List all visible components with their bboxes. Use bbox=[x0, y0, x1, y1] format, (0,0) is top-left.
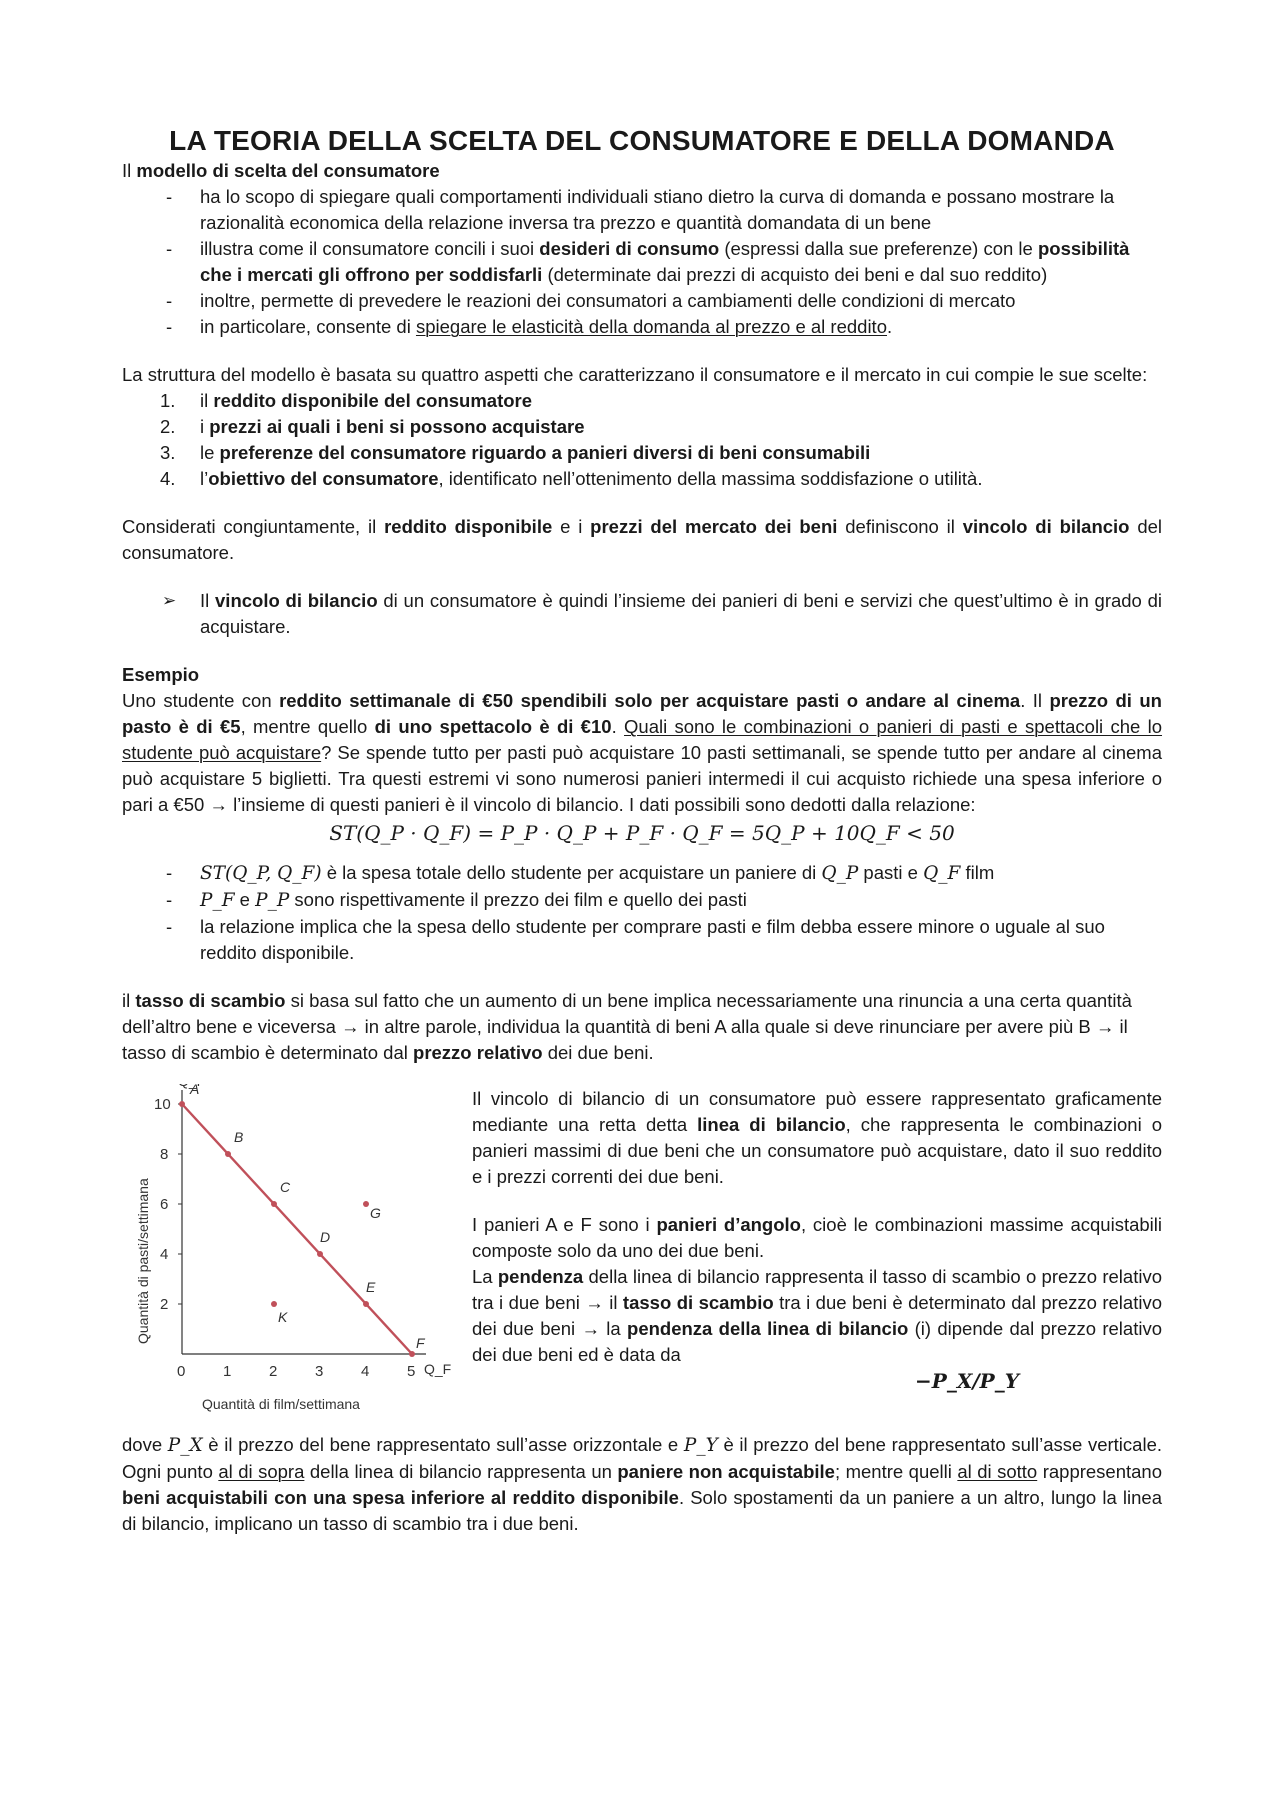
text: (determinate dai prezzi di acquisto dei beni e dal suo reddito) bbox=[542, 264, 1048, 285]
item-number: 4. bbox=[160, 468, 176, 489]
text: le bbox=[200, 442, 220, 463]
text: illustra come il consumatore concili i suoi bbox=[200, 238, 540, 259]
text: inoltre, permette di prevedere le reazioni dei consumatori a cambiamenti delle condizioni di mercato bbox=[200, 290, 1016, 311]
list-item bbox=[122, 236, 1162, 288]
text: (i) dipende dal prezzo relativo dei due beni ed è data da bbox=[472, 1318, 1162, 1365]
list-item bbox=[122, 887, 1162, 914]
math-symbol: ST(Q_P, Q_F) bbox=[200, 863, 322, 884]
bold-term: obiettivo del consumatore bbox=[208, 468, 439, 489]
bullet-list bbox=[122, 860, 1162, 966]
text: è il prezzo del bene rappresentato sull’asse orizzontale e bbox=[202, 1434, 684, 1455]
text: dei due beni. bbox=[542, 1042, 654, 1063]
text: Considerati congiuntamente, il bbox=[122, 516, 385, 537]
bold-term: panieri d’angolo bbox=[656, 1214, 801, 1235]
list-item bbox=[122, 314, 1162, 340]
math-symbol: P_F bbox=[200, 890, 235, 911]
text: sono rispettivamente il prezzo dei film e quello dei pasti bbox=[289, 889, 747, 910]
bold-term: tasso di scambio bbox=[135, 990, 286, 1011]
y-tick-label: 10 bbox=[154, 1096, 171, 1113]
document-page bbox=[122, 124, 1162, 1537]
arrow-bullet-icon: ➢ bbox=[162, 591, 177, 610]
list-item bbox=[122, 914, 1162, 966]
point-label: F bbox=[416, 1335, 425, 1351]
list-item bbox=[122, 860, 1162, 887]
chart-point-d bbox=[317, 1251, 323, 1257]
text: La bbox=[472, 1266, 498, 1287]
chart-and-text-row bbox=[122, 1084, 1162, 1424]
text: si basa sul fatto che un aumento di un bene implica necessariamente una rinuncia a una certa quantità dell’altro bene e viceversa → in altre parole, individua la quantità di beni A alla quale si deve rinunciare per avere più B → il tasso di scambio è determinato dal bbox=[122, 990, 1132, 1063]
text: e i bbox=[552, 516, 591, 537]
text: . Solo spostamenti da un paniere a un altro, lungo la linea di bilancio, implicano un tasso di scambio tra i due beni. bbox=[122, 1487, 1162, 1534]
text: definiscono il bbox=[837, 516, 963, 537]
x-axis-symbol: Q_F bbox=[424, 1361, 452, 1377]
example-paragraph bbox=[122, 688, 1162, 818]
underlined-text: al di sotto bbox=[957, 1461, 1038, 1482]
list-item bbox=[122, 288, 1162, 314]
text: i bbox=[200, 416, 210, 437]
bold-term: preferenze del consumatore riguardo a panieri diversi di beni consumabili bbox=[219, 442, 871, 463]
text: . Il bbox=[1020, 690, 1050, 711]
text: , identificato nell’ottenimento della massima soddisfazione o utilità. bbox=[438, 468, 983, 489]
list-item bbox=[122, 466, 1162, 492]
y-tick-label: 6 bbox=[160, 1196, 169, 1213]
page-title: LA TEORIA DELLA SCELTA DEL CONSUMATORE E DELLA DOMANDA bbox=[169, 125, 1115, 156]
text: l’ bbox=[200, 468, 209, 489]
chart-explanation bbox=[472, 1084, 1162, 1424]
y-tick-label: 2 bbox=[160, 1296, 169, 1313]
bold-term: paniere non acquistabile bbox=[617, 1461, 835, 1482]
x-axis-label: Quantità di film/settimana bbox=[202, 1396, 360, 1412]
chart-point-k bbox=[271, 1301, 277, 1307]
x-tick-label: 2 bbox=[269, 1363, 278, 1380]
bold-term: prezzi del mercato dei beni bbox=[590, 516, 838, 537]
underlined-text: Quali sono le combinazioni o panieri di pasti e spettacoli che lo studente può acquistare bbox=[122, 716, 1163, 763]
point-label: G bbox=[370, 1205, 381, 1221]
point-label: C bbox=[280, 1179, 291, 1195]
slope-formula: −P_X/P_Y bbox=[915, 1369, 1019, 1393]
text: ha lo scopo di spiegare quali comportamenti individuali stiano dietro la curva di domanda e possano mostrare la razionalità economica della relazione inversa tra prezzo e quantità domandata di un bene bbox=[200, 186, 1115, 233]
text: di un consumatore è quindi l’insieme dei panieri di beni e servizi che quest’ultimo è in grado di acquistare. bbox=[200, 590, 1162, 637]
chart-point-g bbox=[363, 1201, 369, 1207]
chart-point-a bbox=[179, 1101, 185, 1107]
bold-term: pendenza bbox=[497, 1266, 584, 1287]
list-item bbox=[122, 440, 1162, 466]
bold-term: prezzo relativo bbox=[413, 1042, 543, 1063]
budget-line-chart bbox=[122, 1084, 472, 1424]
y-tick-label: 4 bbox=[160, 1246, 169, 1263]
chart-point-b bbox=[225, 1151, 231, 1157]
bold-term: beni acquistabili con una spesa inferiore al reddito disponibile bbox=[122, 1487, 679, 1508]
text: ; mentre quelli bbox=[834, 1461, 958, 1482]
text: . bbox=[611, 716, 625, 737]
paragraph bbox=[122, 362, 1162, 388]
text: del consumatore. bbox=[122, 516, 1163, 563]
bold-term: possibilità che i mercati gli offrono per soddisfarli bbox=[200, 238, 1130, 285]
list-item bbox=[122, 388, 1162, 414]
numbered-list bbox=[122, 388, 1162, 492]
paragraph bbox=[472, 1212, 1162, 1264]
bold-term: vincolo di bilancio bbox=[962, 516, 1130, 537]
text: in particolare, consente di bbox=[200, 316, 416, 337]
section-intro bbox=[122, 158, 1162, 184]
item-number: 3. bbox=[160, 442, 176, 463]
bold-term: pendenza della linea di bilancio bbox=[627, 1318, 909, 1339]
item-number: 2. bbox=[160, 416, 176, 437]
point-label: B bbox=[234, 1129, 244, 1145]
text: Il vincolo di bilancio di un consumatore può essere rappresentato graficamente mediante una retta detta bbox=[472, 1088, 1162, 1135]
text: I panieri A e F sono i bbox=[472, 1214, 657, 1235]
text: è la spesa totale dello studente per acquistare un paniere di bbox=[321, 862, 822, 883]
math-symbol: P_Y bbox=[683, 1435, 718, 1456]
chart-svg bbox=[122, 1084, 472, 1424]
bold-term: prezzi ai quali i beni si possono acquistare bbox=[209, 416, 585, 437]
text: Il bbox=[200, 590, 216, 611]
y-axis-label: Quantità di pasti/settimana bbox=[135, 1178, 151, 1344]
math-symbol: Q_F bbox=[923, 863, 961, 884]
chart-point-e bbox=[363, 1301, 369, 1307]
bold-term: modello di scelta del consumatore bbox=[136, 160, 440, 181]
paragraph bbox=[122, 1432, 1162, 1537]
x-tick-label: 1 bbox=[223, 1363, 232, 1380]
bold-term: prezzo di un pasto è di €5 bbox=[122, 690, 1162, 737]
bold-term: reddito settimanale di €50 spendibili solo per acquistare pasti o andare al cinema bbox=[279, 690, 1021, 711]
chart-point-c bbox=[271, 1201, 277, 1207]
text: (espressi dalla sue preferenze) con le bbox=[719, 238, 1038, 259]
math-symbol: P_P bbox=[255, 890, 290, 911]
text: pasti e bbox=[858, 862, 924, 883]
text: il bbox=[200, 390, 214, 411]
list-item bbox=[122, 414, 1162, 440]
y-tick-label: 8 bbox=[160, 1146, 169, 1163]
text: della linea di bilancio rappresenta il tasso di scambio o prezzo relativo tra i due beni → il bbox=[472, 1266, 1162, 1313]
paragraph bbox=[472, 1086, 1162, 1190]
text: tra i due beni è determinato dal prezzo relativo dei due beni → la bbox=[472, 1292, 1162, 1339]
text: , che rappresenta le combinazioni o panieri massimi di due beni che un consumatore può acquistare, dato il suo reddito e i prezzi correnti dei due beni. bbox=[472, 1114, 1162, 1187]
paragraph bbox=[122, 514, 1162, 566]
text: ? Se spende tutto per pasti può acquistare 10 pasti settimanali, se spende tutto per andare al cinema può acquistare 5 biglietti. Tra questi estremi vi sono numerosi panieri intermedi il cui acquisto richiede una spesa inferiore o pari a €50 → l’insieme di questi panieri è il vincolo di bilancio. I dati possibili sono dedotti dalla relazione: bbox=[122, 742, 1162, 815]
item-number: 1. bbox=[160, 390, 176, 411]
bold-term: tasso di scambio bbox=[622, 1292, 774, 1313]
text: Uno studente con bbox=[122, 690, 280, 711]
math-symbol: P_X bbox=[167, 1435, 203, 1456]
math-symbol: Q_P bbox=[821, 863, 859, 884]
chart-point-f bbox=[409, 1351, 415, 1357]
text: il bbox=[122, 990, 136, 1011]
example-heading bbox=[122, 662, 1162, 688]
text: è il prezzo del bene rappresentato sull’asse verticale. Ogni punto bbox=[122, 1434, 1162, 1482]
text: la relazione implica che la spesa dello studente per comprare pasti e film debba essere minore o uguale al suo reddito disponibile. bbox=[200, 916, 1105, 963]
bold-term: desideri di consumo bbox=[539, 238, 720, 259]
text: e bbox=[234, 889, 256, 910]
underlined-text: al di sopra bbox=[218, 1461, 305, 1482]
budget-line bbox=[182, 1104, 412, 1354]
paragraph bbox=[472, 1264, 1162, 1368]
x-tick-label: 0 bbox=[177, 1363, 186, 1380]
bold-term: vincolo di bilancio bbox=[215, 590, 378, 611]
paragraph bbox=[122, 988, 1162, 1066]
x-tick-label: 4 bbox=[361, 1363, 370, 1380]
point-label: K bbox=[278, 1309, 288, 1325]
list-item bbox=[122, 184, 1162, 236]
bold-term: linea di bilancio bbox=[697, 1114, 846, 1135]
x-tick-label: 5 bbox=[407, 1363, 416, 1380]
bold-term: reddito disponibile bbox=[384, 516, 553, 537]
bullet-list bbox=[122, 184, 1162, 340]
x-tick-label: 3 bbox=[315, 1363, 324, 1380]
bold-term: reddito disponibile del consumatore bbox=[213, 390, 533, 411]
point-label: A bbox=[190, 1084, 200, 1097]
heading-text: Esempio bbox=[122, 664, 200, 685]
bold-term: di uno spettacolo è di €10 bbox=[374, 716, 612, 737]
text: , cioè le combinazioni massime acquistabili composte solo da uno dei due beni. bbox=[472, 1214, 1162, 1261]
point-label: D bbox=[320, 1229, 331, 1245]
arrow-bullet-item bbox=[122, 588, 1162, 640]
text: Il bbox=[122, 160, 137, 181]
text: film bbox=[960, 862, 995, 883]
text: della linea di bilancio rappresenta un bbox=[304, 1461, 618, 1482]
text: rappresentano bbox=[1037, 1461, 1163, 1482]
text: La struttura del modello è basata su quattro aspetti che caratterizzano il consumatore e il mercato in cui compie le sue scelte: bbox=[122, 364, 1148, 385]
text: dove bbox=[122, 1434, 168, 1455]
budget-formula: ST(Q_P · Q_F) = P_P · Q_P + P_F · Q_F = 5Q_P + 10Q_F < 50 bbox=[329, 821, 955, 845]
point-label: E bbox=[366, 1279, 376, 1295]
text: , mentre quello bbox=[240, 716, 375, 737]
underlined-text: spiegare le elasticità della domanda al prezzo e al reddito bbox=[415, 316, 887, 337]
text: . bbox=[886, 316, 893, 337]
